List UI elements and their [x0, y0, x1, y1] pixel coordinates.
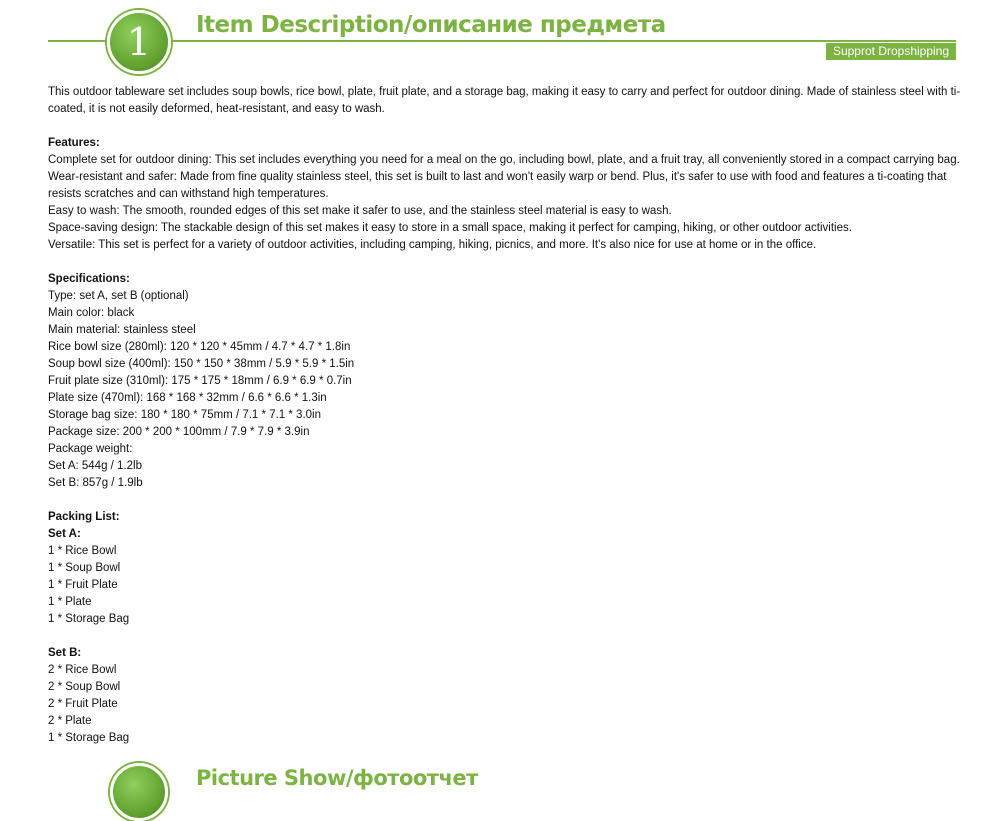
packing-item: 1 * Storage Bag [48, 613, 130, 625]
packing-item: 2 * Soup Bowl [48, 681, 121, 693]
set-a-heading: Set A: [48, 528, 81, 540]
spec-item: Main color: black [48, 307, 135, 319]
feature-item: Space-saving design: The stackable design of this set makes it easy to store in a small space, making it perfect for camping, hiking, or other outdoor activities. [48, 222, 852, 234]
spec-item: Package size: 200 * 200 * 100mm / 7.9 * 7.9 * 3.9in [48, 426, 310, 438]
packing-item: 2 * Fruit Plate [48, 698, 118, 710]
header-divider-line [48, 40, 956, 42]
spec-item: Soup bowl size (400ml): 150 * 150 * 38mm / 5.9 * 5.9 * 1.5in [48, 358, 355, 370]
features-heading: Features: [48, 137, 100, 149]
spec-item: Fruit plate size (310ml): 175 * 175 * 18mm / 6.9 * 6.9 * 0.7in [48, 375, 352, 387]
next-section-title: Picture Show/фотоотчет [196, 766, 478, 790]
feature-item: Wear-resistant and safer: Made from fine quality stainless steel, this set is built to last and won't easily warp or bend. Plus, it's safer to use with food and features a ti-coating that resists scratches and can withstand high temperatures. [48, 171, 947, 200]
section-number-badge [110, 763, 168, 821]
section-header-item-description [0, 0, 1000, 80]
packing-item: 1 * Rice Bowl [48, 545, 117, 557]
spec-item: Set B: 857g / 1.9lb [48, 477, 143, 489]
packing-item: 1 * Soup Bowl [48, 562, 121, 574]
packing-item: 1 * Storage Bag [48, 732, 130, 744]
section-title: Item Description/описание предмета [196, 12, 666, 38]
section-number-badge [107, 10, 171, 74]
feature-item: Complete set for outdoor dining: This set includes everything you need for a meal on the go, including bowl, plate, and a fruit tray, all conveniently stored in a compact carrying bag. [48, 154, 960, 166]
packing-item: 1 * Plate [48, 596, 92, 608]
spec-item: Package weight: [48, 443, 133, 455]
support-dropshipping-badge: Supprot Dropshipping [826, 43, 956, 60]
spec-item: Main material: stainless steel [48, 324, 196, 336]
packing-item: 1 * Fruit Plate [48, 579, 118, 591]
packing-list-heading: Packing List: [48, 511, 120, 523]
section-header-picture-show [0, 760, 1000, 790]
spec-item: Storage bag size: 180 * 180 * 75mm / 7.1 * 7.1 * 3.0in [48, 409, 321, 421]
intro-paragraph: This outdoor tableware set includes soup bowls, rice bowl, plate, fruit plate, and a storage bag, making it easy to carry and perfect for outdoor dining. Made of stainless steel with ti-coated, it is not easily deformed, heat-resistant, and easy to wash. [48, 86, 961, 115]
set-b-heading: Set B: [48, 647, 82, 659]
specifications-heading: Specifications: [48, 273, 130, 285]
description-content [48, 84, 972, 747]
spec-item: Type: set A, set B (optional) [48, 290, 189, 302]
spec-item: Set A: 544g / 1.2lb [48, 460, 142, 472]
packing-item: 2 * Rice Bowl [48, 664, 117, 676]
packing-item: 2 * Plate [48, 715, 92, 727]
spec-item: Rice bowl size (280ml): 120 * 120 * 45mm / 4.7 * 4.7 * 1.8in [48, 341, 351, 353]
section-number: 1 [126, 20, 152, 64]
feature-item: Versatile: This set is perfect for a variety of outdoor activities, including camping, hiking, picnics, and more. It's also nice for use at home or in the office. [48, 239, 817, 251]
feature-item: Easy to wash: The smooth, rounded edges of this set make it safer to use, and the stainless steel material is easy to wash. [48, 205, 672, 217]
spec-item: Plate size (470ml): 168 * 168 * 32mm / 6.6 * 6.6 * 1.3in [48, 392, 327, 404]
